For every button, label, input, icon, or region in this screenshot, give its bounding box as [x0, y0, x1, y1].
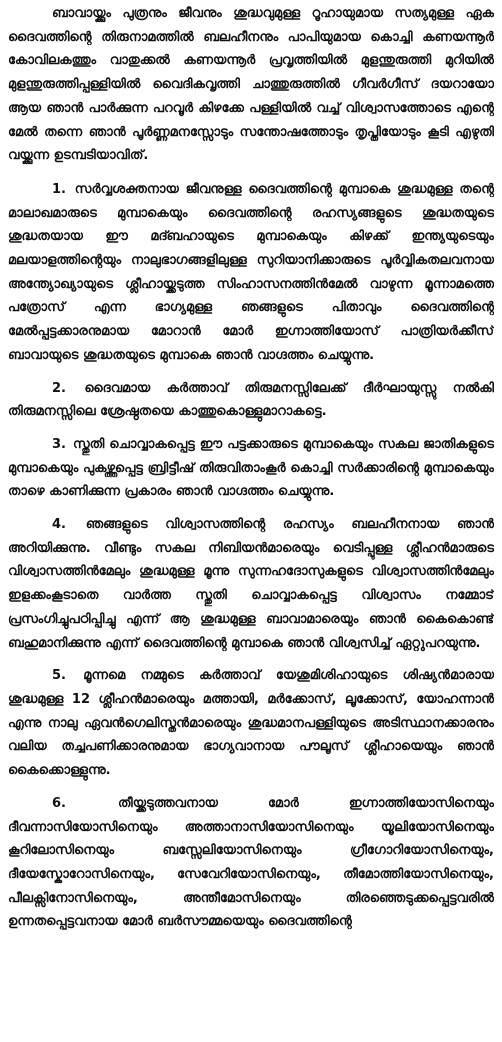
paragraph-number: 2.	[52, 380, 66, 396]
paragraph-text: ഞങ്ങളുടെ വിശ്വാസത്തിന്റെ രഹസ്യം ബലഹീനനായ ഞാൻ അറിയിക്കുന്നു. വീണ്ടും സകല നിബിയൻമാരെയും വെടിപ്പുള്ള ശ്ലീഹൻമാരുടെ വിശ്വാസത്തിൻമേലും ശുദ്ധമുള്ള മൂന്നു സുന്നഹദോസുകളുടെ വിശ്വാസത്തിൻമേലും ഇളക്കംകൂടാതെ വാർത്ത സ്തുതി ചൊവ്വാകപ്പെട്ട വിശ്വാസം നമ്മോട് പ്രസംഗിച്ചുപഠിപ്പിച്ചു എന്ന് ആ ശുദ്ധമുള്ള ബാവാമാരെയും ഞാൻ കൈകൊണ്ട് ബഹുമാനിക്കുന്നു എന്ന് ദൈവത്തിന്റെ മുമ്പാകെ ഞാൻ വിശ്വസിച്ച് ഏറ്റുപറയുന്നു.	[8, 517, 494, 651]
paragraph-3	[8, 433, 494, 513]
paragraph-number: 4.	[52, 517, 66, 533]
paragraph-5	[8, 664, 494, 792]
paragraph-number: 3.	[52, 436, 66, 452]
paragraph-text: ബാവായ്ക്കും പുത്രനും ജീവനും ശുദ്ധവുമുള്ള റൂഹായുമായ സത്യമുള്ള ഏക ദൈവത്തിന്റെ തിരുനാമത്തിൽ ബലഹീനനും പാപിയുമായ കൊച്ചി കണയന്നൂർ കോവിലകത്തും വാതുക്കൽ കണയന്നൂർ പ്രവൃത്തിയിൽ മുളന്തുരുത്തി മുറിയിൽ മുളന്തുരുത്തിപ്പള്ളിയിൽ വൈദികവൃത്തി ചാത്തുരുത്തിൽ ഗീവർഗീസ് ദയറായോ ആയ ഞാൻ പാർക്കുന്ന പറവൂർ കിഴക്കേ പള്ളിയിൽ വച്ച് വിശ്വാസത്തോടെ എന്റെ മേൽ തന്നെ ഞാൻ പൂർണ്ണമനസ്സോടും സന്തോഷത്തോടും തൃപ്തിയോടും കൂടി എഴുതി വയ്ക്കുന്ന ഉടമ്പടിയാവിത്.	[8, 6, 494, 164]
paragraph-number: 1.	[52, 181, 66, 197]
paragraph-text: തീയ്ക്കടുത്തവനായ മോർ ഇഗ്നാത്തിയോസിനെയും ദീവന്നാസിയോസിനെയും അത്താനാസിയോസിനെയും യൂലിയോസിനെയും കൂറിലോസിനെയും ബസ്സേലിയോസിനെയും ഗ്രീഗോറിയോസിനെയും, ദീയേസ്കോറോസിനെയും, സേവേറിയോസിനെയും, തീമോത്തിയോസിനെയും, പീലക്സിനോസിനെയും, അന്തീമോസിനെയും തിരഞ്ഞെടുക്കപ്പെട്ടവരിൽ ഉന്നതപ്പെട്ടവനായ മോർ ബർസൗമ്മയെയും ദൈവത്തിന്റെ	[8, 795, 494, 930]
paragraph-text: മൂന്നമെ നമ്മുടെ കർത്താവ് യേശുമിശിഹായുടെ ശിഷ്യൻമാരായ ശുദ്ധമുള്ള 12 ശ്ലീഹൻമാരെയും മത്തായി, മർക്കോസ്, ലൂക്കോസ്, യോഹന്നാൻ എന്നു നാലു ഏവൻഗെലിസ്തൻമാരെയും ശുദ്ധമാനപള്ളിയുടെ അടിസ്ഥാനക്കാരനും വലിയ തച്ചപണിക്കാരനുമായ ഭാഗ്യവാനായ പൗലൂസ് ശ്ലീഹായെയും ഞാൻ കൈക്കൊള്ളുന്നു.	[8, 668, 494, 779]
paragraph-number: 5.	[52, 668, 66, 684]
paragraph-number: 6.	[52, 795, 66, 811]
paragraph-intro	[8, 2, 494, 178]
paragraph-2	[8, 377, 494, 433]
paragraph-4	[8, 513, 494, 664]
paragraph-text: ദൈവമായ കർത്താവ് തിരുമനസ്സിലേക്ക് ദീർഘായുസ്സു നൽകി തിരുമനസ്സിലെ ശ്രേഷ്ഠതയെ കാത്തുകൊള്ളുമാറാകട്ടെ.	[8, 380, 494, 420]
paragraph-1	[8, 178, 494, 377]
paragraph-6	[8, 792, 494, 943]
document-page	[8, 2, 494, 1038]
paragraph-text: സർവ്വശക്തനായ ജീവനുള്ള ദൈവത്തിന്റെ മുമ്പാകെ ശുദ്ധമുള്ള തന്റെ മാലാഖമാരുടെ മുമ്പാകെയും ദൈവത്തിന്റെ രഹസ്യങ്ങളുടെ ശുദ്ധതയുടെ ശുദ്ധതയായ ഈ മദ്ബഹായുടെ മുമ്പാകെയും കിഴക്ക് ഇന്ത്യയുടെയും മലയാളത്തിന്റെയും നാലുഭാഗങ്ങളിലുള്ള സുറിയാനിക്കാരുടെ പൂർവ്വികതലവനായ അന്ത്യോഖ്യായുടെ ശ്ലീഹായ്ക്കടുത്ത സിംഹാസനത്തിൻമേൽ വാഴുന്ന മൂന്നാമത്തെ പത്രോസ് എന്ന ഭാഗ്യമുള്ള ഞങ്ങളുടെ പിതാവും ദൈവത്തിന്റെ മേൽപ്പട്ടക്കാരനുമായ മോറാൻ മോർ ഇഗ്നാത്തിയോസ് പാത്രിയർക്കീസ് ബാവായുടെ ശുദ്ധതയുടെ മുമ്പാകെ ഞാൻ വാഗ്ദത്തം ചെയ്യുന്നു.	[8, 181, 494, 363]
paragraph-text: സ്തുതി ചൊവ്വാകപ്പെട്ട ഈ പട്ടക്കാരുടെ മുമ്പാകെയും സകല ജാതികളുടെ മുമ്പാകെയും പുകഴ്ത്തപ്പെട്ട ബ്രിട്ടീഷ് തിരുവിതാംകൂർ കൊച്ചി സർക്കാരിന്റെ മുമ്പാകെയും താഴെ കാണിക്കുന്ന പ്രകാരം ഞാൻ വാഗ്ദത്തം ചെയ്യുന്നു.	[8, 436, 494, 500]
